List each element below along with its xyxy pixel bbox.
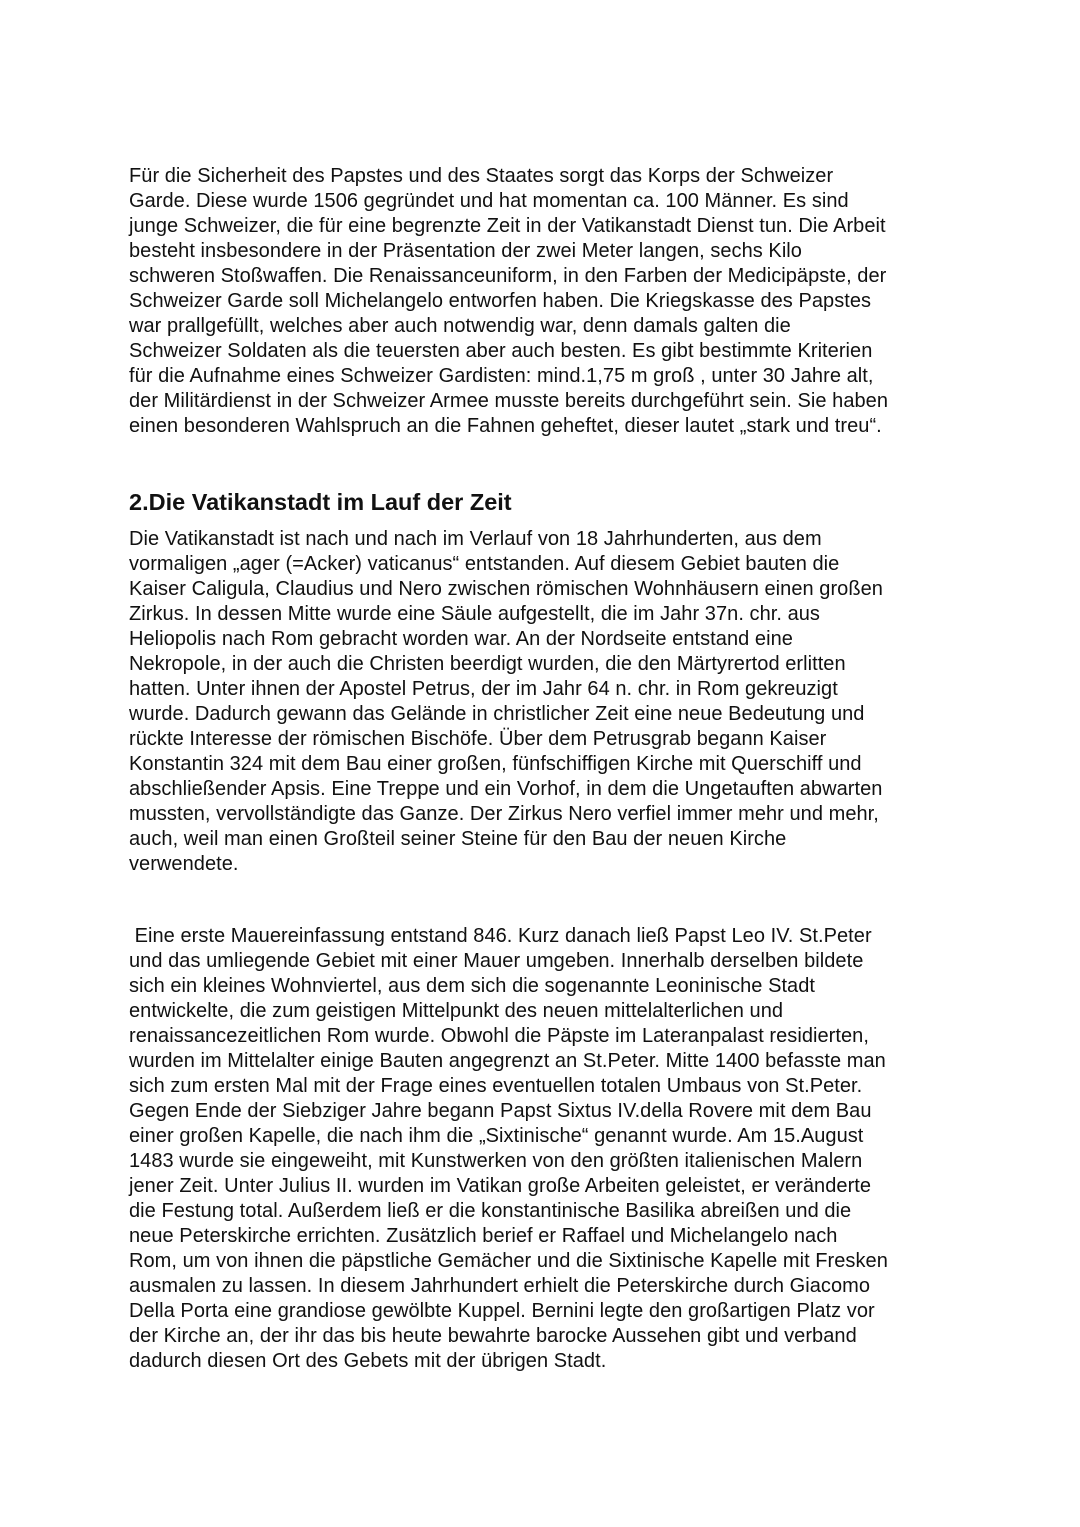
text-line: wurde. Dadurch gewann das Gelände in christlicher Zeit eine neue Bedeutung und [129,703,865,725]
text-line: auch, weil man einen Großteil seiner Steine für den Bau der neuen Kirche [129,828,787,850]
text-line: hatten. Unter ihnen der Apostel Petrus, der im Jahr 64 n. chr. in Rom gekreuzigt [129,678,838,700]
text-line: entwickelte, die zum geistigen Mittelpunkt des neuen mittelalterlichen und [129,1000,784,1022]
text-line: junge Schweizer, die für eine begrenzte Zeit in der Vatikanstadt Dienst tun. Die Arbeit [129,215,886,237]
text-line: wurden im Mittelalter einige Bauten angegrenzt an St.Peter. Mitte 1400 befasste man [129,1050,886,1072]
text-line: sich zum ersten Mal mit der Frage eines eventuellen totalen Umbaus von St.Peter. [129,1075,863,1097]
text-line: schweren Stoßwaffen. Die Renaissanceuniform, in den Farben der Medicipäpste, der [129,265,887,287]
text-line: Für die Sicherheit des Papstes und des Staates sorgt das Korps der Schweizer [129,165,834,187]
text-line: Konstantin 324 mit dem Bau einer großen, fünfschiffigen Kirche mit Querschiff und [129,753,862,775]
text-line: war prallgefüllt, welches aber auch notwendig war, denn damals galten die [129,315,791,337]
text-line: 1483 wurde sie eingeweiht, mit Kunstwerken von den größten italienischen Malern [129,1150,863,1172]
text-line: ausmalen zu lassen. In diesem Jahrhundert erhielt die Peterskirche durch Giacomo [129,1275,871,1297]
paragraph-history [129,527,964,877]
text-line: Nekropole, in der auch die Christen beerdigt wurden, die den Märtyrertod erlitten [129,653,846,675]
text-line: für die Aufnahme eines Schweizer Gardisten: mind.1,75 m groß , unter 30 Jahre alt, [129,365,874,387]
text-line: besteht insbesondere in der Präsentation der zwei Meter langen, sechs Kilo [129,240,802,262]
section-heading: 2.Die Vatikanstadt im Lauf der Zeit [129,489,512,515]
text-line: Eine erste Mauereinfassung entstand 846. Kurz danach ließ Papst Leo IV. St.Peter [129,925,872,947]
text-line: Kaiser Caligula, Claudius und Nero zwischen römischen Wohnhäusern einen großen [129,578,883,600]
text-line: Gegen Ende der Siebziger Jahre begann Papst Sixtus IV.della Rovere mit dem Bau [129,1100,872,1122]
text-line: der Militärdienst in der Schweizer Armee musste bereits durchgeführt sein. Sie haben [129,390,889,412]
text-line: Die Vatikanstadt ist nach und nach im Verlauf von 18 Jahrhunderten, aus dem [129,528,822,550]
text-line: neue Peterskirche errichten. Zusätzlich berief er Raffael und Michelangelo nach [129,1225,838,1247]
text-line: einen besonderen Wahlspruch an die Fahnen geheftet, dieser lautet „stark und treu“. [129,415,882,437]
paragraph-swiss-guard [129,164,964,439]
text-line: abschließender Apsis. Eine Treppe und ein Vorhof, in dem die Ungetauften abwarten [129,778,883,800]
text-line: dadurch diesen Ort des Gebets mit der übrigen Stadt. [129,1350,607,1372]
text-line: vormaligen „ager (=Acker) vaticanus“ entstanden. Auf diesem Gebiet bauten die [129,553,840,575]
text-line: und das umliegende Gebiet mit einer Mauer umgeben. Innerhalb derselben bildete [129,950,864,972]
text-line: verwendete. [129,853,239,875]
text-line: rückte Interesse der römischen Bischöfe. Über dem Petrusgrab begann Kaiser [129,728,827,750]
text-line: der Kirche an, der ihr das bis heute bewahrte barocke Aussehen gibt und verband [129,1325,857,1347]
text-line: Della Porta eine grandiose gewölbte Kuppel. Bernini legte den großartigen Platz vor [129,1300,875,1322]
text-line: Heliopolis nach Rom gebracht worden war. An der Nordseite entstand eine [129,628,793,650]
text-line: Zirkus. In dessen Mitte wurde eine Säule aufgestellt, die im Jahr 37n. chr. aus [129,603,820,625]
text-line: die Festung total. Außerdem ließ er die konstantinische Basilika abreißen und die [129,1200,852,1222]
text-line: sich ein kleines Wohnviertel, aus dem sich die sogenannte Leoninische Stadt [129,975,816,997]
paragraph-middle-ages [129,924,964,1374]
text-line: Rom, um von ihnen die päpstliche Gemächer und die Sixtinische Kapelle mit Fresken [129,1250,888,1272]
text-line: Schweizer Garde soll Michelangelo entworfen haben. Die Kriegskasse des Papstes [129,290,872,312]
text-line: Schweizer Soldaten als die teuersten aber auch besten. Es gibt bestimmte Kriterien [129,340,873,362]
text-line: Garde. Diese wurde 1506 gegründet und hat momentan ca. 100 Männer. Es sind [129,190,849,212]
text-line: renaissancezeitlichen Rom wurde. Obwohl die Päpste im Lateranpalast residierten, [129,1025,869,1047]
text-line: mussten, vervollständigte das Ganze. Der Zirkus Nero verfiel immer mehr und mehr, [129,803,879,825]
text-line: einer großen Kapelle, die nach ihm die „Sixtinische“ genannt wurde. Am 15.August [129,1125,864,1147]
text-line: jener Zeit. Unter Julius II. wurden im Vatikan große Arbeiten geleistet, er veränderte [129,1175,872,1197]
